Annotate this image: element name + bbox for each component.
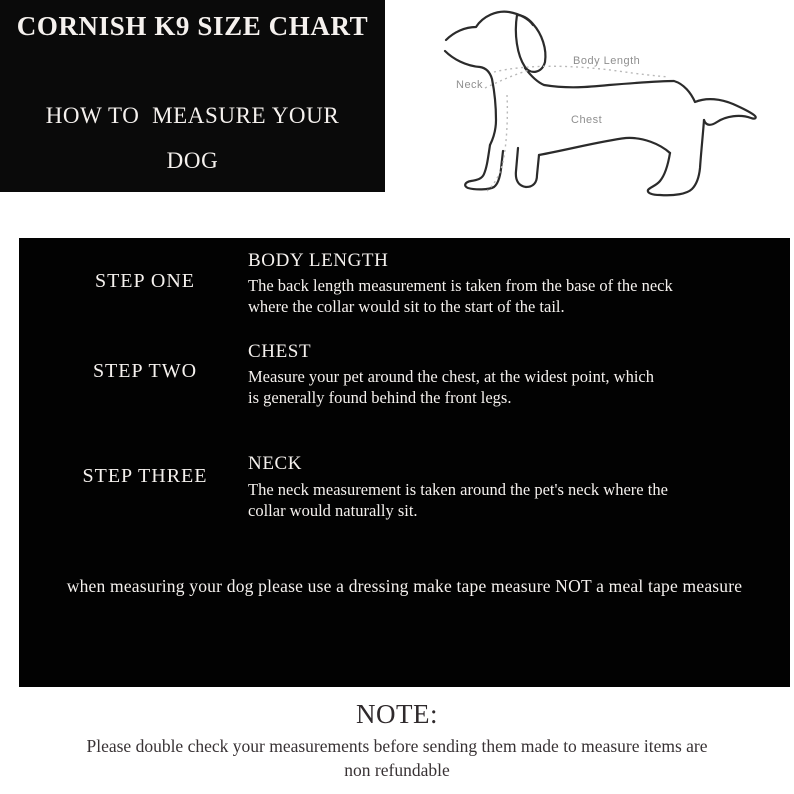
- body-length-dotted-line: [494, 66, 669, 77]
- diagram-label-chest: Chest: [571, 114, 603, 126]
- diagram-label-body-length: Body Length: [573, 55, 641, 67]
- step-two-desc-line1: Measure your pet around the chest, at the widest point, which: [248, 367, 654, 386]
- step-two-heading: CHEST: [248, 341, 312, 362]
- page-title: CORNISH K9 SIZE CHART: [16, 11, 369, 41]
- step-two-desc-line2: is generally found behind the front legs.: [248, 388, 512, 407]
- tape-measure-warning: when measuring your dog please use a dressing make tape measure NOT a meal tape measure: [66, 576, 743, 596]
- dog-belly-outline: [539, 138, 670, 155]
- dog-hind-leg-outline: [648, 120, 704, 195]
- step-one-desc-line2: where the collar would sit to the start of the tail.: [248, 297, 565, 316]
- note-text-line2: non refundable: [344, 760, 450, 780]
- dog-measurement-diagram: [423, 4, 785, 204]
- step-one-label: STEP ONE: [94, 270, 196, 292]
- step-three-heading: NECK: [248, 453, 303, 474]
- note-heading: NOTE:: [356, 699, 438, 729]
- step-three-desc-line2: collar would naturally sit.: [248, 501, 418, 520]
- subtitle-line2: DOG: [166, 148, 219, 173]
- dog-jaw-throat-outline: [445, 51, 496, 145]
- title-panel: [0, 0, 385, 192]
- step-two-description: [248, 366, 654, 408]
- subtitle-line1: HOW TO MEASURE YOUR: [45, 103, 340, 128]
- diagram-label-neck: Neck: [456, 79, 484, 91]
- step-three-desc-line1: The neck measurement is taken around the pet's neck where the: [248, 480, 668, 499]
- measurement-steps-panel: [19, 238, 790, 687]
- step-two-label: STEP TWO: [92, 360, 198, 382]
- step-one-description: [248, 275, 673, 317]
- note-text-line1: Please double check your measurements before sending them made to measure items are: [86, 736, 708, 756]
- step-one-desc-line1: The back length measurement is taken from the base of the neck: [248, 276, 673, 295]
- dog-back-tail-outline: [525, 68, 756, 125]
- step-one-heading: BODY LENGTH: [248, 250, 389, 271]
- step-three-description: [248, 479, 668, 521]
- step-three-label: STEP THREE: [82, 465, 208, 487]
